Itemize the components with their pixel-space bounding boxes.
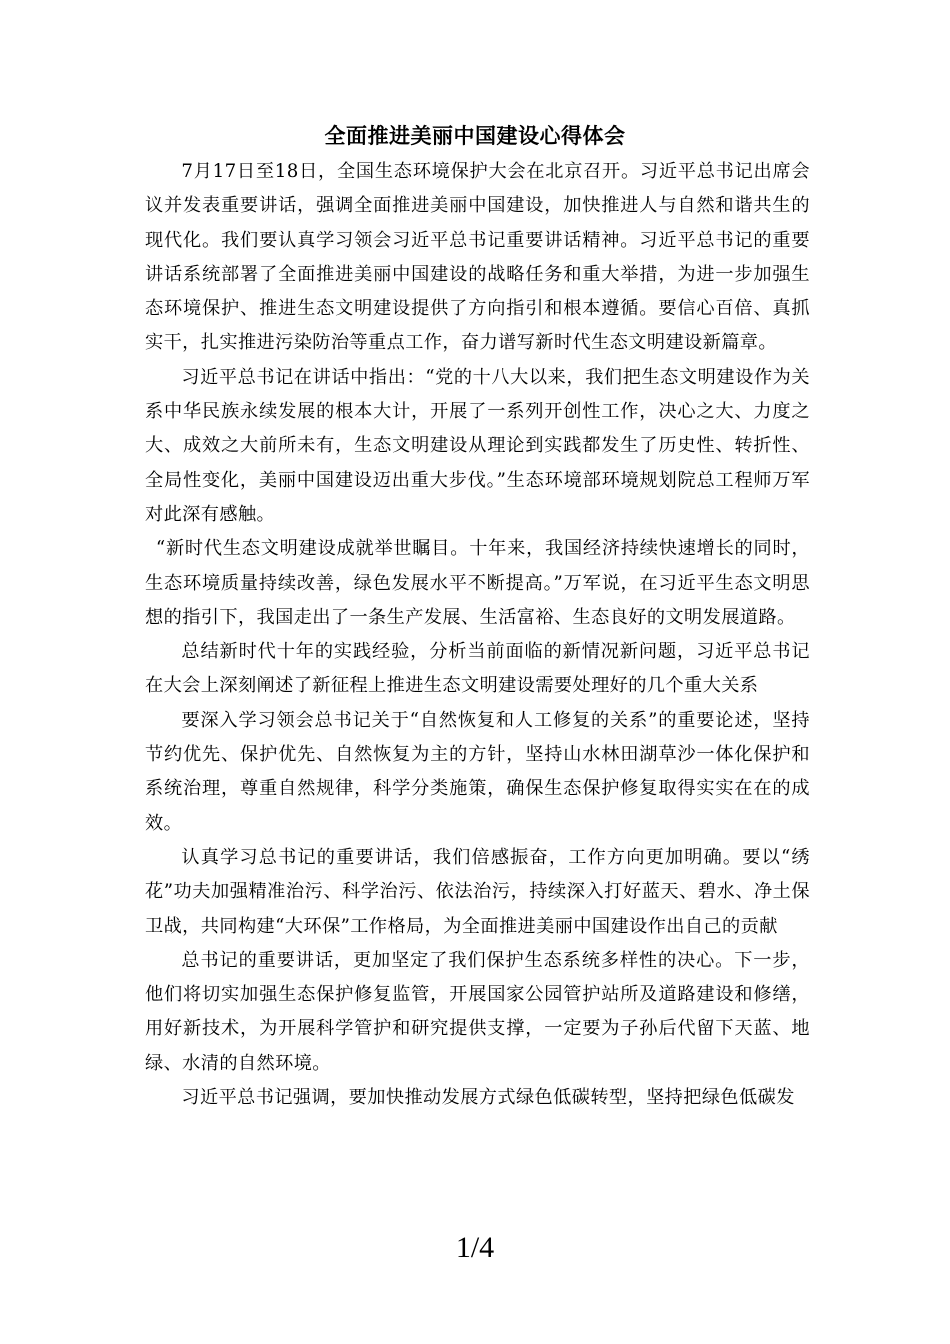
paragraph-1: 7月17日至18日，全国生态环境保护大会在北京召开。习近平总书记出席会议并发表重要讲话，强调全面推进美丽中国建设，加快推进人与自然和谐共生的现代化。我们要认真学习领会习近平总书记重要讲话精神。习近平总书记的重要讲话系统部署了全面推进美丽中国建设的战略任务和重大举措，为进一步加强生态环境保护、推进生态文明建设提供了方向指引和根本遵循。要信心百倍、真抓实干，扎实推进污染防治等重点工作，奋力谱写新时代生态文明建设新篇章。 (145, 161, 810, 354)
body-text (145, 155, 810, 1115)
page-title: 全面推进美丽中国建设心得体会 (324, 124, 626, 148)
paragraph-2: 习近平总书记在讲话中指出：“党的十八大以来，我们把生态文明建设作为关系中华民族永续发展的根本大计，开展了一系列开创性工作，决心之大、力度之大、成效之大前所未有，生态文明建设从理论到实践都发生了历史性、转折性、全局性变化，美丽中国建设迈出重大步伐。”生态环境部环境规划院总工程师万军对此深有感触。 (145, 366, 810, 525)
paragraph-4: 总结新时代十年的实践经验，分析当前面临的新情况新问题，习近平总书记在大会上深刻阐述了新征程上推进生态文明建设需要处理好的几个重大关系 (145, 641, 810, 697)
paragraph-5: 要深入学习领会总书记关于“自然恢复和人工修复的关系”的重要论述，坚持节约优先、保护优先、自然恢复为主的方针，坚持山水林田湖草沙一体化保护和系统治理，尊重自然规律，科学分类施策，确保生态保护修复取得实实在在的成效。 (145, 709, 810, 834)
paragraph-3: “新时代生态文明建设成就举世瞩目。十年来，我国经济持续快速增长的同时，生态环境质量持续改善，绿色发展水平不断提高。”万军说，在习近平生态文明思想的指引下，我国走出了一条生产发展、生活富裕、生态良好的文明发展道路。 (145, 538, 810, 628)
paragraph-6: 认真学习总书记的重要讲话，我们倍感振奋，工作方向更加明确。要以“绣花”功夫加强精准治污、科学治污、依法治污，持续深入打好蓝天、碧水、净土保卫战，共同构建“大环保”工作格局，为全面推进美丽中国建设作出自己的贡献 (145, 846, 810, 937)
page-number: 1/4 (455, 1231, 495, 1264)
paragraph-8: 习近平总书记强调，要加快推动发展方式绿色低碳转型，坚持把绿色低碳发 (181, 1087, 795, 1109)
paragraph-7: 总书记的重要讲话，更加坚定了我们保护生态系统多样性的决心。下一步，他们将切实加强生态保护修复监管，开展国家公园管护站所及道路建设和修缮，用好新技术，为开展科学管护和研究提供支撑，一定要为子孙后代留下天蓝、地绿、水清的自然环境。 (145, 949, 810, 1074)
